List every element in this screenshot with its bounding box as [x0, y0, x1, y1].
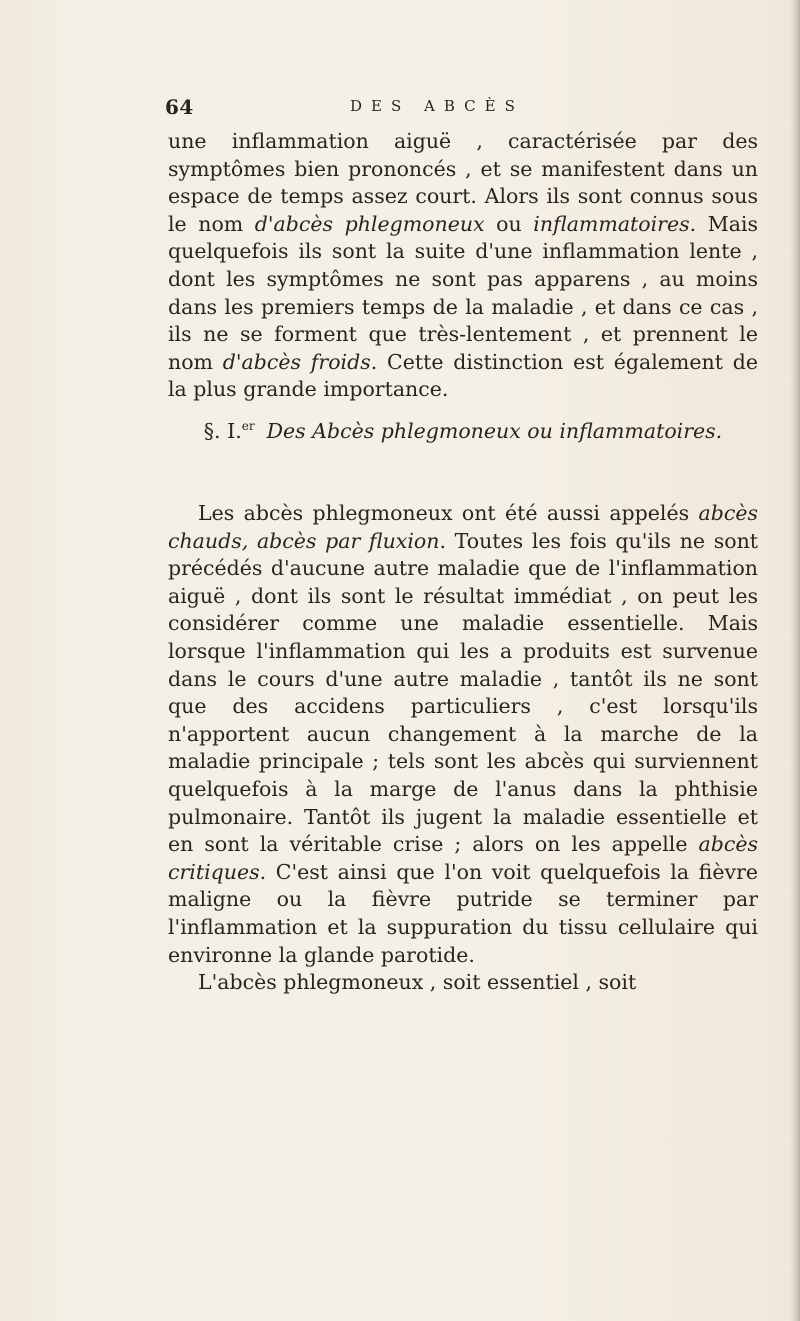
paragraph-3-text: L'abcès phlegmoneux , soit essentiel , soit [198, 970, 637, 995]
term-abces-critiques: abcès critiques [168, 832, 758, 884]
paragraph-2-text: Les abcès phlegmoneux ont été aussi appelés [198, 501, 699, 525]
paragraph-2 [168, 500, 758, 997]
section-title: Des Abcès phlegmoneux ou inflammatoires. [266, 419, 723, 443]
paragraph-1 [168, 128, 758, 404]
page-edge-shadow [790, 0, 800, 1321]
paragraph-1-text: ou [484, 211, 534, 236]
term-inflammatoires: inflammatoires [533, 211, 690, 236]
term-abces-froids: d'abcès froids [222, 349, 371, 374]
section-number [204, 419, 255, 443]
running-head: DES ABCÈS [350, 97, 524, 115]
section-symbol: §. [203, 419, 221, 443]
paragraph-1-text: . Cette distinction est également de la plus grande importance. [168, 349, 758, 402]
section-heading [168, 418, 758, 446]
paragraph-2-text: . Toutes les fois qu'ils ne sont précédés d'aucune autre maladie que de l'inflammation aiguë , dont ils sont le résultat immédiat , on peut les considérer comme une maladie essentielle. Mais lorsque l'inflammation qui les a produits est survenue dans le cours d'une autre maladie , tantôt ils ne sont que des accidens particuliers , c'est lorsqu'ils n'apportent aucun changement à la marche de la maladie principale ; tels sont les abcès qui surviennent quelquefois à la marge de l'anus dans la phthisie pulmonaire. Tantôt ils jugent la maladie essentielle et en sont la véritable crise ; alors on les appelle [168, 528, 759, 857]
page-number: 64 [165, 95, 194, 119]
paragraph-2-text: . C'est ainsi que l'on voit quelquefois la fièvre maligne ou la fièvre putride se terminer par l'inflammation et la suppuration du tissu cellulaire qui environne la glande parotide. [168, 859, 758, 967]
section-numeral: I. [227, 419, 242, 443]
page-header [165, 95, 585, 123]
term-abces-phlegmoneux: d'abcès phlegmoneux [254, 211, 485, 236]
paragraph-1-text: . Mais quelquefois ils sont la suite d'une inflammation lente , dont les symptômes ne sont pas apparens , au moins dans les premiers temps de la maladie , et dans ce cas , ils ne se forment que très-lentement , et prennent le nom [168, 211, 758, 374]
section-superscript: er [241, 419, 255, 434]
term-abces-chauds: abcès chauds, abcès par fluxion [168, 501, 758, 553]
paragraph-1-text: une inflammation aiguë , caractérisée par des symptômes bien prononcés , et se manifestent dans un espace de temps assez court. Alors ils sont connus sous le nom [168, 129, 758, 236]
